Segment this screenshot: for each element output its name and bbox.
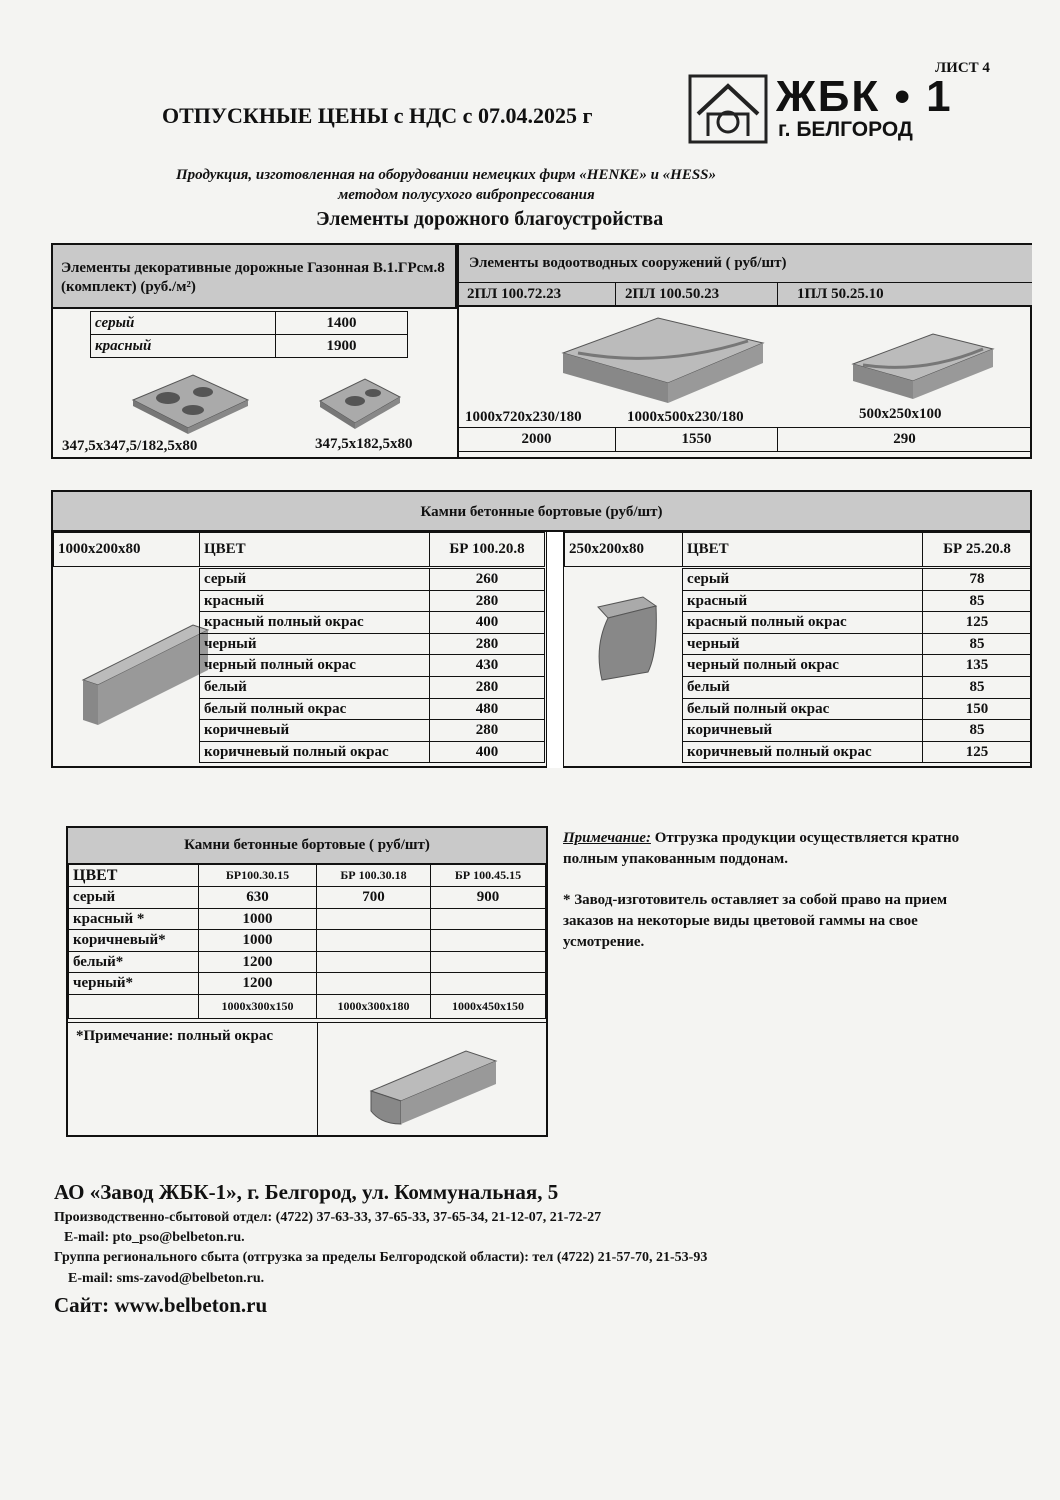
- price-cell: 430: [430, 655, 545, 677]
- curb-right-rows: [682, 568, 1032, 763]
- table-row: [200, 655, 545, 677]
- decor-size-2: 347,5х182,5х80: [315, 436, 413, 452]
- price-cell: 280: [430, 720, 545, 742]
- shipping-note: [563, 828, 983, 870]
- price-cell: 150: [923, 698, 1032, 720]
- drain-col-3: 1ПЛ 50.25.10: [797, 286, 884, 302]
- curb2-model-1: БР100.30.15: [199, 865, 317, 887]
- decor-color: красный: [91, 335, 276, 358]
- table-row: [200, 633, 545, 655]
- price-cell: 700: [317, 887, 431, 909]
- regional-email[interactable]: E-mail: sms-zavod@belbeton.ru.: [68, 1271, 265, 1286]
- curb2-model-2: БР 100.30.18: [317, 865, 431, 887]
- price-cell: [431, 951, 546, 973]
- curb-left-model: БР 100.20.8: [430, 533, 545, 567]
- price-cell: 85: [923, 676, 1032, 698]
- price-cell: [431, 908, 546, 930]
- curb-left-size: 1000х200х80: [54, 533, 200, 567]
- table-row: [69, 865, 546, 887]
- table-row: [565, 533, 1032, 567]
- table-row: [54, 533, 545, 567]
- table-row: [69, 887, 546, 909]
- logo-name: ЖБК • 1: [776, 72, 953, 121]
- price-cell: 78: [923, 569, 1032, 591]
- curb2-model-3: БР 100.45.15: [431, 865, 546, 887]
- price-cell: 1200: [199, 951, 317, 973]
- table-row: [200, 676, 545, 698]
- curb2-size-3: 1000х450х150: [431, 994, 546, 1018]
- sales-phones: Производственно-сбытовой отдел: (4722) 37-63-33, 37-65-33, 37-65-34, 21-12-07, 21-72-27: [54, 1210, 602, 1225]
- subtitle-line-1: Продукция, изготовленная на оборудовании немецких фирм «HENKE» и «HESS»: [176, 167, 717, 183]
- price-cell: 400: [430, 741, 545, 763]
- curb-left-rows: [199, 568, 545, 763]
- table-row: [683, 720, 1032, 742]
- color-cell: красный *: [69, 908, 199, 930]
- drain-col-1: 2ПЛ 100.72.23: [467, 286, 562, 302]
- drain-channel-large-image: [558, 313, 768, 408]
- curb2-title: Камни бетонные бортовые ( руб/шт): [68, 828, 546, 864]
- decor-price: 1900: [276, 335, 408, 358]
- decor-price-table: [90, 311, 408, 358]
- drain-col-2: 2ПЛ 100.50.23: [625, 286, 720, 302]
- color-cell: коричневый: [200, 720, 430, 742]
- decor-size-1: 347,5х347,5/182,5х80: [62, 438, 198, 454]
- sheet-number: ЛИСТ 4: [935, 60, 990, 76]
- color-cell: коричневый полный окрас: [683, 741, 923, 763]
- lawn-grid-tile-image: [123, 370, 253, 435]
- table-row: [200, 698, 545, 720]
- table-row: [91, 312, 408, 335]
- price-cell: [431, 930, 546, 952]
- table-row: [69, 973, 546, 995]
- price-cell: 280: [430, 590, 545, 612]
- drain-size-1: 1000х720х230/180: [465, 409, 582, 425]
- logo-city: г. БЕЛГОРОД: [778, 118, 913, 141]
- website-link[interactable]: Сайт: www.belbeton.ru: [54, 1293, 268, 1317]
- table-row: [200, 741, 545, 763]
- color-cell: коричневый: [683, 720, 923, 742]
- decor-price: 1400: [276, 312, 408, 335]
- table-row: [200, 612, 545, 634]
- note-label: Примечание:: [563, 830, 651, 846]
- drain-channel-small-image: [848, 329, 998, 404]
- color-cell: черный: [200, 633, 430, 655]
- price-cell: 1000: [199, 908, 317, 930]
- price-cell: 280: [430, 633, 545, 655]
- curb-title: Камни бетонные бортовые (руб/шт): [53, 492, 1030, 532]
- company-address: АО «Завод ЖБК-1», г. Белгород, ул. Коммунальная, 5: [54, 1180, 559, 1204]
- price-cell: 260: [430, 569, 545, 591]
- price-cell: [431, 973, 546, 995]
- lawn-grid-half-tile-image: [315, 373, 405, 433]
- color-cell: коричневый полный окрас: [200, 741, 430, 763]
- color-cell: белый*: [69, 951, 199, 973]
- color-cell: черный полный окрас: [683, 655, 923, 677]
- decor-title: Элементы декоративные дорожные Газонная В.1.ГРсм.8 (комплект) (руб./м²): [53, 245, 457, 309]
- price-cell: 135: [923, 655, 1032, 677]
- table-row: [683, 569, 1032, 591]
- drain-price-2: 1550: [616, 428, 778, 452]
- curb2-table: [68, 864, 546, 1019]
- color-note: * Завод-изготовитель оставляет за собой право на прием заказов на некоторые виды цветовой гаммы на свое усмотрение.: [563, 892, 948, 950]
- price-cell: 85: [923, 590, 1032, 612]
- price-cell: 630: [199, 887, 317, 909]
- curb2-size-2: 1000х300х180: [317, 994, 431, 1018]
- table-row: [458, 428, 1032, 452]
- drain-price-3: 290: [778, 428, 1032, 452]
- table-row: [200, 569, 545, 591]
- price-cell: 280: [430, 676, 545, 698]
- color-cell: коричневый*: [69, 930, 199, 952]
- table-row: [200, 590, 545, 612]
- drain-price-1: 2000: [458, 428, 616, 452]
- price-cell: 85: [923, 720, 1032, 742]
- table-row: [91, 335, 408, 358]
- color-cell: белый полный окрас: [200, 698, 430, 720]
- table-row: [683, 676, 1032, 698]
- curb-left-rows-table: [199, 568, 545, 763]
- price-cell: 400: [430, 612, 545, 634]
- section-title: Элементы дорожного благоустройства: [316, 208, 664, 230]
- note-text: Отгрузка продукции осуществляется кратно полным упакованным поддонам.: [563, 830, 960, 867]
- color-cell: черный: [683, 633, 923, 655]
- curb2-block: [66, 826, 548, 1137]
- price-cell: 1200: [199, 973, 317, 995]
- color-cell: красный полный окрас: [200, 612, 430, 634]
- color-cell: красный полный окрас: [683, 612, 923, 634]
- table-row: [683, 590, 1032, 612]
- color-cell: красный: [200, 590, 430, 612]
- curb-short-image: [588, 592, 663, 687]
- decor-color: серый: [91, 312, 276, 335]
- table-row: [69, 951, 546, 973]
- price-cell: 125: [923, 612, 1032, 634]
- drain-size-2: 1000х500х230/180: [627, 409, 744, 425]
- table-row: [683, 612, 1032, 634]
- curb-left-table: [53, 532, 545, 567]
- drain-price-row: [457, 427, 1032, 452]
- curb-right-size: 250х200х80: [565, 533, 683, 567]
- top-block: [51, 243, 1032, 459]
- drain-size-3: 500х250х100: [859, 406, 942, 422]
- table-row: [69, 994, 546, 1018]
- table-row: [683, 741, 1032, 763]
- table-row: [683, 633, 1032, 655]
- price-cell: [317, 930, 431, 952]
- curb-right-rows-table: [682, 568, 1032, 763]
- curb2-note: *Примечание: полный окрас: [76, 1028, 274, 1044]
- curb2-size-1: 1000х300х150: [199, 994, 317, 1018]
- drain-header: [457, 283, 1032, 307]
- table-row: [683, 698, 1032, 720]
- page-title: ОТПУСКНЫЕ ЦЕНЫ с НДС с 07.04.2025 г: [162, 103, 593, 128]
- curb-long-image: [78, 620, 213, 730]
- regional-phones: Группа регионального сбыта (отгрузка за пределы Белгородской области): тел (4722) 21-57-70, 21-53-93: [54, 1250, 708, 1265]
- curb-wide-image: [366, 1046, 501, 1126]
- price-cell: 85: [923, 633, 1032, 655]
- price-cell: 900: [431, 887, 546, 909]
- price-cell: 1000: [199, 930, 317, 952]
- logo: [688, 74, 968, 144]
- curb-left-color-header: ЦВЕТ: [200, 533, 430, 567]
- table-row: [200, 720, 545, 742]
- color-cell: черный полный окрас: [200, 655, 430, 677]
- color-cell: серый: [200, 569, 430, 591]
- color-cell: серый: [683, 569, 923, 591]
- price-cell: [317, 973, 431, 995]
- curb-right-model: БР 25.20.8: [923, 533, 1032, 567]
- price-cell: [317, 951, 431, 973]
- table-row: [683, 655, 1032, 677]
- sales-email[interactable]: E-mail: pto_pso@belbeton.ru.: [64, 1230, 245, 1245]
- table-row: [69, 908, 546, 930]
- table-row: [69, 930, 546, 952]
- color-cell: серый: [69, 887, 199, 909]
- drain-title: Элементы водоотводных сооружений ( руб/шт): [457, 245, 1032, 283]
- curb-right-color-header: ЦВЕТ: [683, 533, 923, 567]
- color-cell: красный: [683, 590, 923, 612]
- color-cell: белый полный окрас: [683, 698, 923, 720]
- color-cell: белый: [200, 676, 430, 698]
- price-cell: 125: [923, 741, 1032, 763]
- logo-emblem-icon: [688, 74, 768, 144]
- curb2-color-header: ЦВЕТ: [69, 865, 199, 887]
- curb-block: [51, 490, 1032, 768]
- price-cell: 480: [430, 698, 545, 720]
- curb-right-table: [564, 532, 1032, 567]
- color-cell: черный*: [69, 973, 199, 995]
- subtitle-line-2: методом полусухого вибропрессования: [338, 187, 595, 203]
- color-cell: белый: [683, 676, 923, 698]
- price-cell: [317, 908, 431, 930]
